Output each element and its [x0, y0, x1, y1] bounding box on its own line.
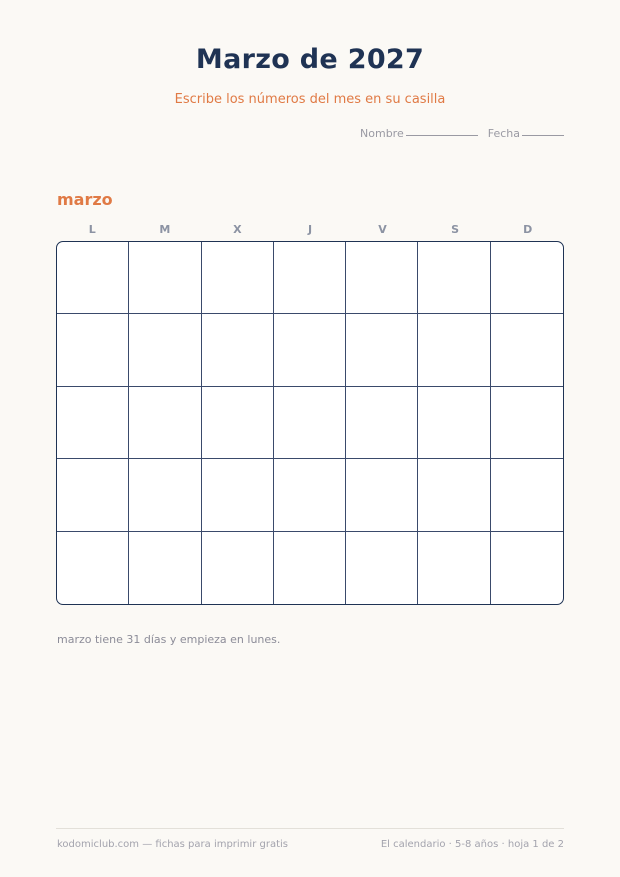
calendar-day-cell[interactable]: [418, 387, 490, 459]
calendar-grid: [56, 241, 564, 605]
page-title: Marzo de 2027: [195, 44, 425, 75]
calendar-day-cell[interactable]: [346, 314, 418, 386]
footer-site-text: kodomiclub.com — fichas para imprimir gratis: [57, 839, 289, 850]
calendar-day-cell[interactable]: [346, 242, 418, 314]
calendar-day-cell[interactable]: [202, 242, 274, 314]
calendar-day-cell[interactable]: [57, 459, 129, 531]
calendar-day-cell[interactable]: [491, 242, 563, 314]
calendar-day-cell[interactable]: [57, 314, 129, 386]
calendar-day-cell[interactable]: [274, 387, 346, 459]
calendar-day-cell[interactable]: [202, 459, 274, 531]
student-fields: [360, 127, 564, 140]
name-label: Nombre: [360, 127, 404, 140]
calendar-day-cell[interactable]: [274, 314, 346, 386]
weekday-sunday: D: [523, 223, 533, 236]
weekday-saturday: S: [451, 223, 460, 236]
calendar-day-cell[interactable]: [129, 242, 201, 314]
calendar-day-cell[interactable]: [202, 387, 274, 459]
weekday-friday: V: [378, 223, 387, 236]
calendar-day-cell[interactable]: [57, 532, 129, 604]
footer-sheet-info: El calendario · 5-8 años · hoja 1 de 2: [380, 839, 564, 850]
name-field[interactable]: [360, 127, 478, 140]
weekday-tuesday: M: [159, 223, 171, 236]
calendar-day-cell[interactable]: [346, 532, 418, 604]
calendar-day-cell[interactable]: [491, 459, 563, 531]
calendar-day-cell[interactable]: [346, 387, 418, 459]
month-note: marzo tiene 31 días y empieza en lunes.: [57, 633, 281, 646]
weekday-monday: L: [88, 223, 96, 236]
calendar-day-cell[interactable]: [274, 459, 346, 531]
calendar-day-cell[interactable]: [418, 459, 490, 531]
calendar-day-cell[interactable]: [274, 242, 346, 314]
calendar-day-cell[interactable]: [129, 532, 201, 604]
calendar-day-cell[interactable]: [202, 532, 274, 604]
calendar-day-cell[interactable]: [129, 314, 201, 386]
calendar-day-cell[interactable]: [346, 459, 418, 531]
calendar-day-cell[interactable]: [129, 387, 201, 459]
calendar-day-cell[interactable]: [57, 242, 129, 314]
calendar-day-cell[interactable]: [274, 532, 346, 604]
calendar-day-cell[interactable]: [418, 532, 490, 604]
calendar-day-cell[interactable]: [491, 532, 563, 604]
calendar-day-cell[interactable]: [491, 314, 563, 386]
weekday-thursday: J: [307, 223, 313, 236]
calendar-day-cell[interactable]: [491, 387, 563, 459]
calendar-day-cell[interactable]: [57, 387, 129, 459]
weekday-wednesday: X: [233, 223, 242, 236]
footer-divider: [56, 828, 564, 829]
weekday-header: [56, 223, 564, 236]
date-blank-line[interactable]: [522, 134, 564, 136]
date-field[interactable]: [488, 127, 564, 140]
calendar-day-cell[interactable]: [129, 459, 201, 531]
calendar-day-cell[interactable]: [418, 242, 490, 314]
calendar-day-cell[interactable]: [202, 314, 274, 386]
name-blank-line[interactable]: [406, 134, 478, 136]
page-subtitle: Escribe los números del mes en su casilla: [174, 92, 446, 107]
month-label: marzo: [57, 190, 113, 209]
calendar-day-cell[interactable]: [418, 314, 490, 386]
date-label: Fecha: [487, 127, 520, 140]
